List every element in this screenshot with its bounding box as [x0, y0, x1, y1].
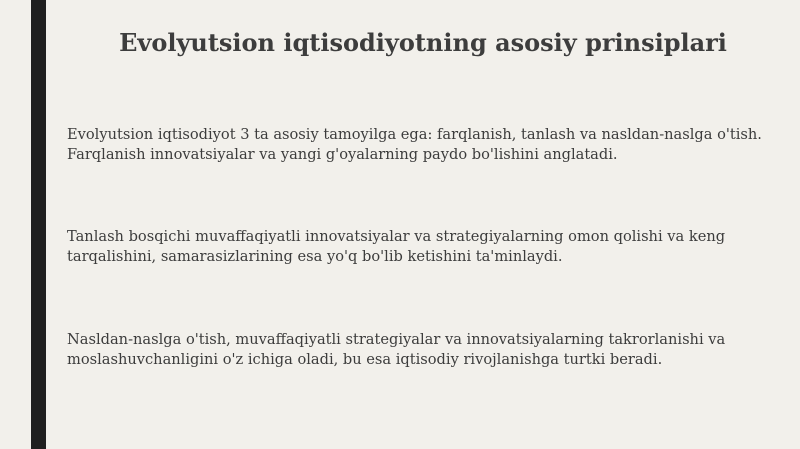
paragraph-inheritance: Nasldan-naslga o'tish, muvaffaqiyatli strategiyalar va innovatsiyalarning takrorlanishi va moslashuvchanligini o'z ichiga oladi, bu esa iqtisodiy rivojlanishga turtki beradi. — [67, 331, 726, 368]
slide-title: Evolyutsion iqtisodiyotning asosiy prinsiplari — [119, 28, 727, 57]
paragraph-variation: Evolyutsion iqtisodiyot 3 ta asosiy tamoyilga ega: farqlanish, tanlash va nasldan-naslga o'tish. Farqlanish innovatsiyalar va yangi g'oyalarning paydo bo'lishini anglatadi. — [67, 126, 762, 163]
paragraph-selection: Tanlash bosqichi muvaffaqiyatli innovatsiyalar va strategiyalarning omon qolishi va keng tarqalishini, samarasizlarining esa yo'q bo'lib ketishini ta'minlaydi. — [67, 228, 726, 265]
left-accent-bar — [31, 0, 46, 449]
